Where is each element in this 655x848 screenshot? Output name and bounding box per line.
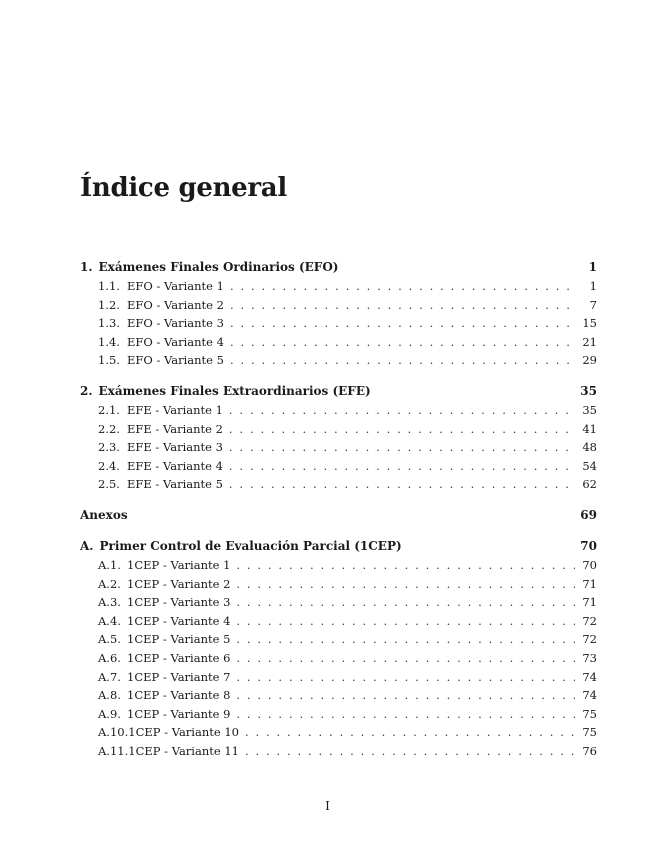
entry-number: 1.4. <box>98 334 120 349</box>
entry-title: 1CEP - Variante 3 <box>127 595 231 610</box>
chapter-title: Anexos <box>80 507 128 522</box>
dot-leader <box>236 632 575 646</box>
toc-entry[interactable] <box>80 707 597 726</box>
entry-title: 1CEP - Variante 5 <box>127 632 231 647</box>
entry-number: A.5. <box>98 632 121 647</box>
entry-number: 2.1. <box>98 402 120 417</box>
entry-number: A.6. <box>98 650 121 665</box>
toc-chapter-heading[interactable] <box>80 260 597 279</box>
entry-number: 1.2. <box>98 297 120 312</box>
entry-title: EFO - Variante 3 <box>127 316 224 331</box>
toc-chapter <box>80 384 597 496</box>
page-number: I <box>325 799 330 813</box>
entry-page-number: 35 <box>582 402 597 417</box>
entry-number: 2.4. <box>98 458 120 473</box>
dot-leader <box>236 558 575 572</box>
entry-page-number: 72 <box>582 613 597 628</box>
entry-number: A.8. <box>98 688 121 703</box>
toc-entry[interactable] <box>80 651 597 670</box>
dot-leader <box>236 707 575 721</box>
entry-page-number: 7 <box>589 297 597 312</box>
entry-page-number: 21 <box>582 334 597 349</box>
toc-entry[interactable] <box>80 353 597 372</box>
entry-title: EFE - Variante 2 <box>127 421 223 436</box>
entry-title: 1CEP - Variante 7 <box>127 669 231 684</box>
chapter-number: 1. <box>80 260 93 274</box>
entry-page-number: 41 <box>582 421 597 436</box>
entry-number: A.3. <box>98 595 121 610</box>
entry-title: EFE - Variante 3 <box>127 440 223 455</box>
chapter-page-number: 35 <box>580 383 597 398</box>
toc-entry[interactable] <box>80 744 597 763</box>
entry-page-number: 74 <box>582 688 597 703</box>
entry-page-number: 15 <box>582 316 597 331</box>
entry-title: 1CEP - Variante 8 <box>127 688 231 703</box>
entry-page-number: 48 <box>582 440 597 455</box>
dot-leader <box>230 316 575 330</box>
entry-number: 1.3. <box>98 316 120 331</box>
entry-number: 2.3. <box>98 440 120 455</box>
entry-number: 2.5. <box>98 477 120 492</box>
chapter-page-number: 1 <box>588 260 597 274</box>
dot-leader <box>230 353 575 367</box>
entry-number: 2.2. <box>98 421 120 436</box>
entry-page-number: 1 <box>589 279 597 293</box>
entry-number: 1.5. <box>98 353 120 368</box>
entry-page-number: 72 <box>582 632 597 647</box>
toc-entry[interactable] <box>80 632 597 651</box>
entry-title: 1CEP - Variante 2 <box>127 576 231 591</box>
entry-title: 1CEP - Variante 10 <box>128 725 239 740</box>
chapter-title: Primer Control de Evaluación Parcial (1CEP) <box>99 538 402 553</box>
dot-leader <box>229 477 575 491</box>
dot-leader <box>236 595 575 609</box>
entry-page-number: 73 <box>582 650 597 665</box>
toc-entry[interactable] <box>80 670 597 689</box>
chapter-title: Exámenes Finales Extraordinarios (EFE) <box>98 383 371 398</box>
toc-entry[interactable] <box>80 316 597 335</box>
entry-number: A.10. <box>98 725 129 740</box>
entry-page-number: 75 <box>582 706 597 721</box>
toc-entry[interactable] <box>80 477 597 496</box>
toc-entry[interactable] <box>80 403 597 422</box>
toc-entry[interactable] <box>80 440 597 459</box>
dot-leader <box>245 744 575 758</box>
dot-leader <box>236 614 575 628</box>
toc-entry[interactable] <box>80 725 597 744</box>
entry-number: A.9. <box>98 706 121 721</box>
toc-entry[interactable] <box>80 298 597 317</box>
dot-leader <box>230 335 575 349</box>
chapter-title: Exámenes Finales Ordinarios (EFO) <box>98 260 339 274</box>
dot-leader <box>236 670 575 684</box>
dot-leader <box>229 422 575 436</box>
toc-chapter-heading[interactable] <box>80 508 597 527</box>
toc-entry[interactable] <box>80 614 597 633</box>
entry-title: 1CEP - Variante 1 <box>127 557 231 572</box>
entry-title: EFE - Variante 1 <box>127 402 223 417</box>
dot-leader <box>229 459 575 473</box>
toc-entry[interactable] <box>80 335 597 354</box>
dot-leader <box>236 651 575 665</box>
dot-leader <box>236 577 575 591</box>
entry-number: A.1. <box>98 557 121 572</box>
entry-number: A.4. <box>98 613 121 628</box>
toc-entry[interactable] <box>80 595 597 614</box>
dot-leader <box>245 725 575 739</box>
toc-chapter <box>80 260 597 372</box>
dot-leader <box>230 279 575 293</box>
entry-page-number: 62 <box>582 477 597 492</box>
toc-chapter-heading[interactable] <box>80 539 597 558</box>
toc-chapter <box>80 508 597 527</box>
entry-page-number: 76 <box>582 743 597 758</box>
entry-page-number: 29 <box>582 353 597 368</box>
page-title: Índice general <box>80 173 287 203</box>
chapter-page-number: 69 <box>580 507 597 522</box>
toc-entry[interactable] <box>80 422 597 441</box>
toc-entry[interactable] <box>80 558 597 577</box>
dot-leader <box>229 403 575 417</box>
toc-chapter-heading[interactable] <box>80 384 597 403</box>
entry-title: EFO - Variante 2 <box>127 297 224 312</box>
chapter-page-number: 70 <box>580 538 597 553</box>
entry-page-number: 74 <box>582 669 597 684</box>
entry-number: 1.1. <box>98 279 120 293</box>
chapter-number: A. <box>80 538 94 553</box>
entry-number: A.2. <box>98 576 121 591</box>
entry-title: EFO - Variante 4 <box>127 334 224 349</box>
toc-entry[interactable] <box>80 279 597 298</box>
entry-number: A.11. <box>98 743 129 758</box>
entry-title: 1CEP - Variante 9 <box>127 706 231 721</box>
entry-number: A.7. <box>98 669 121 684</box>
entry-page-number: 70 <box>582 557 597 572</box>
toc-chapter <box>80 539 597 763</box>
entry-title: EFO - Variante 5 <box>127 353 224 368</box>
entry-title: EFE - Variante 5 <box>127 477 223 492</box>
entry-title: 1CEP - Variante 11 <box>128 743 239 758</box>
entry-title: 1CEP - Variante 4 <box>127 613 231 628</box>
entry-page-number: 71 <box>582 595 597 610</box>
entry-title: EFE - Variante 4 <box>127 458 223 473</box>
table-of-contents <box>80 260 597 774</box>
entry-title: 1CEP - Variante 6 <box>127 650 231 665</box>
dot-leader <box>236 688 575 702</box>
entry-page-number: 75 <box>582 725 597 740</box>
toc-entry[interactable] <box>80 459 597 478</box>
entry-page-number: 54 <box>582 458 597 473</box>
entry-title: EFO - Variante 1 <box>127 279 224 293</box>
dot-leader <box>230 298 575 312</box>
toc-entry[interactable] <box>80 688 597 707</box>
entry-page-number: 71 <box>582 576 597 591</box>
chapter-number: 2. <box>80 383 93 398</box>
toc-entry[interactable] <box>80 577 597 596</box>
dot-leader <box>229 440 575 454</box>
